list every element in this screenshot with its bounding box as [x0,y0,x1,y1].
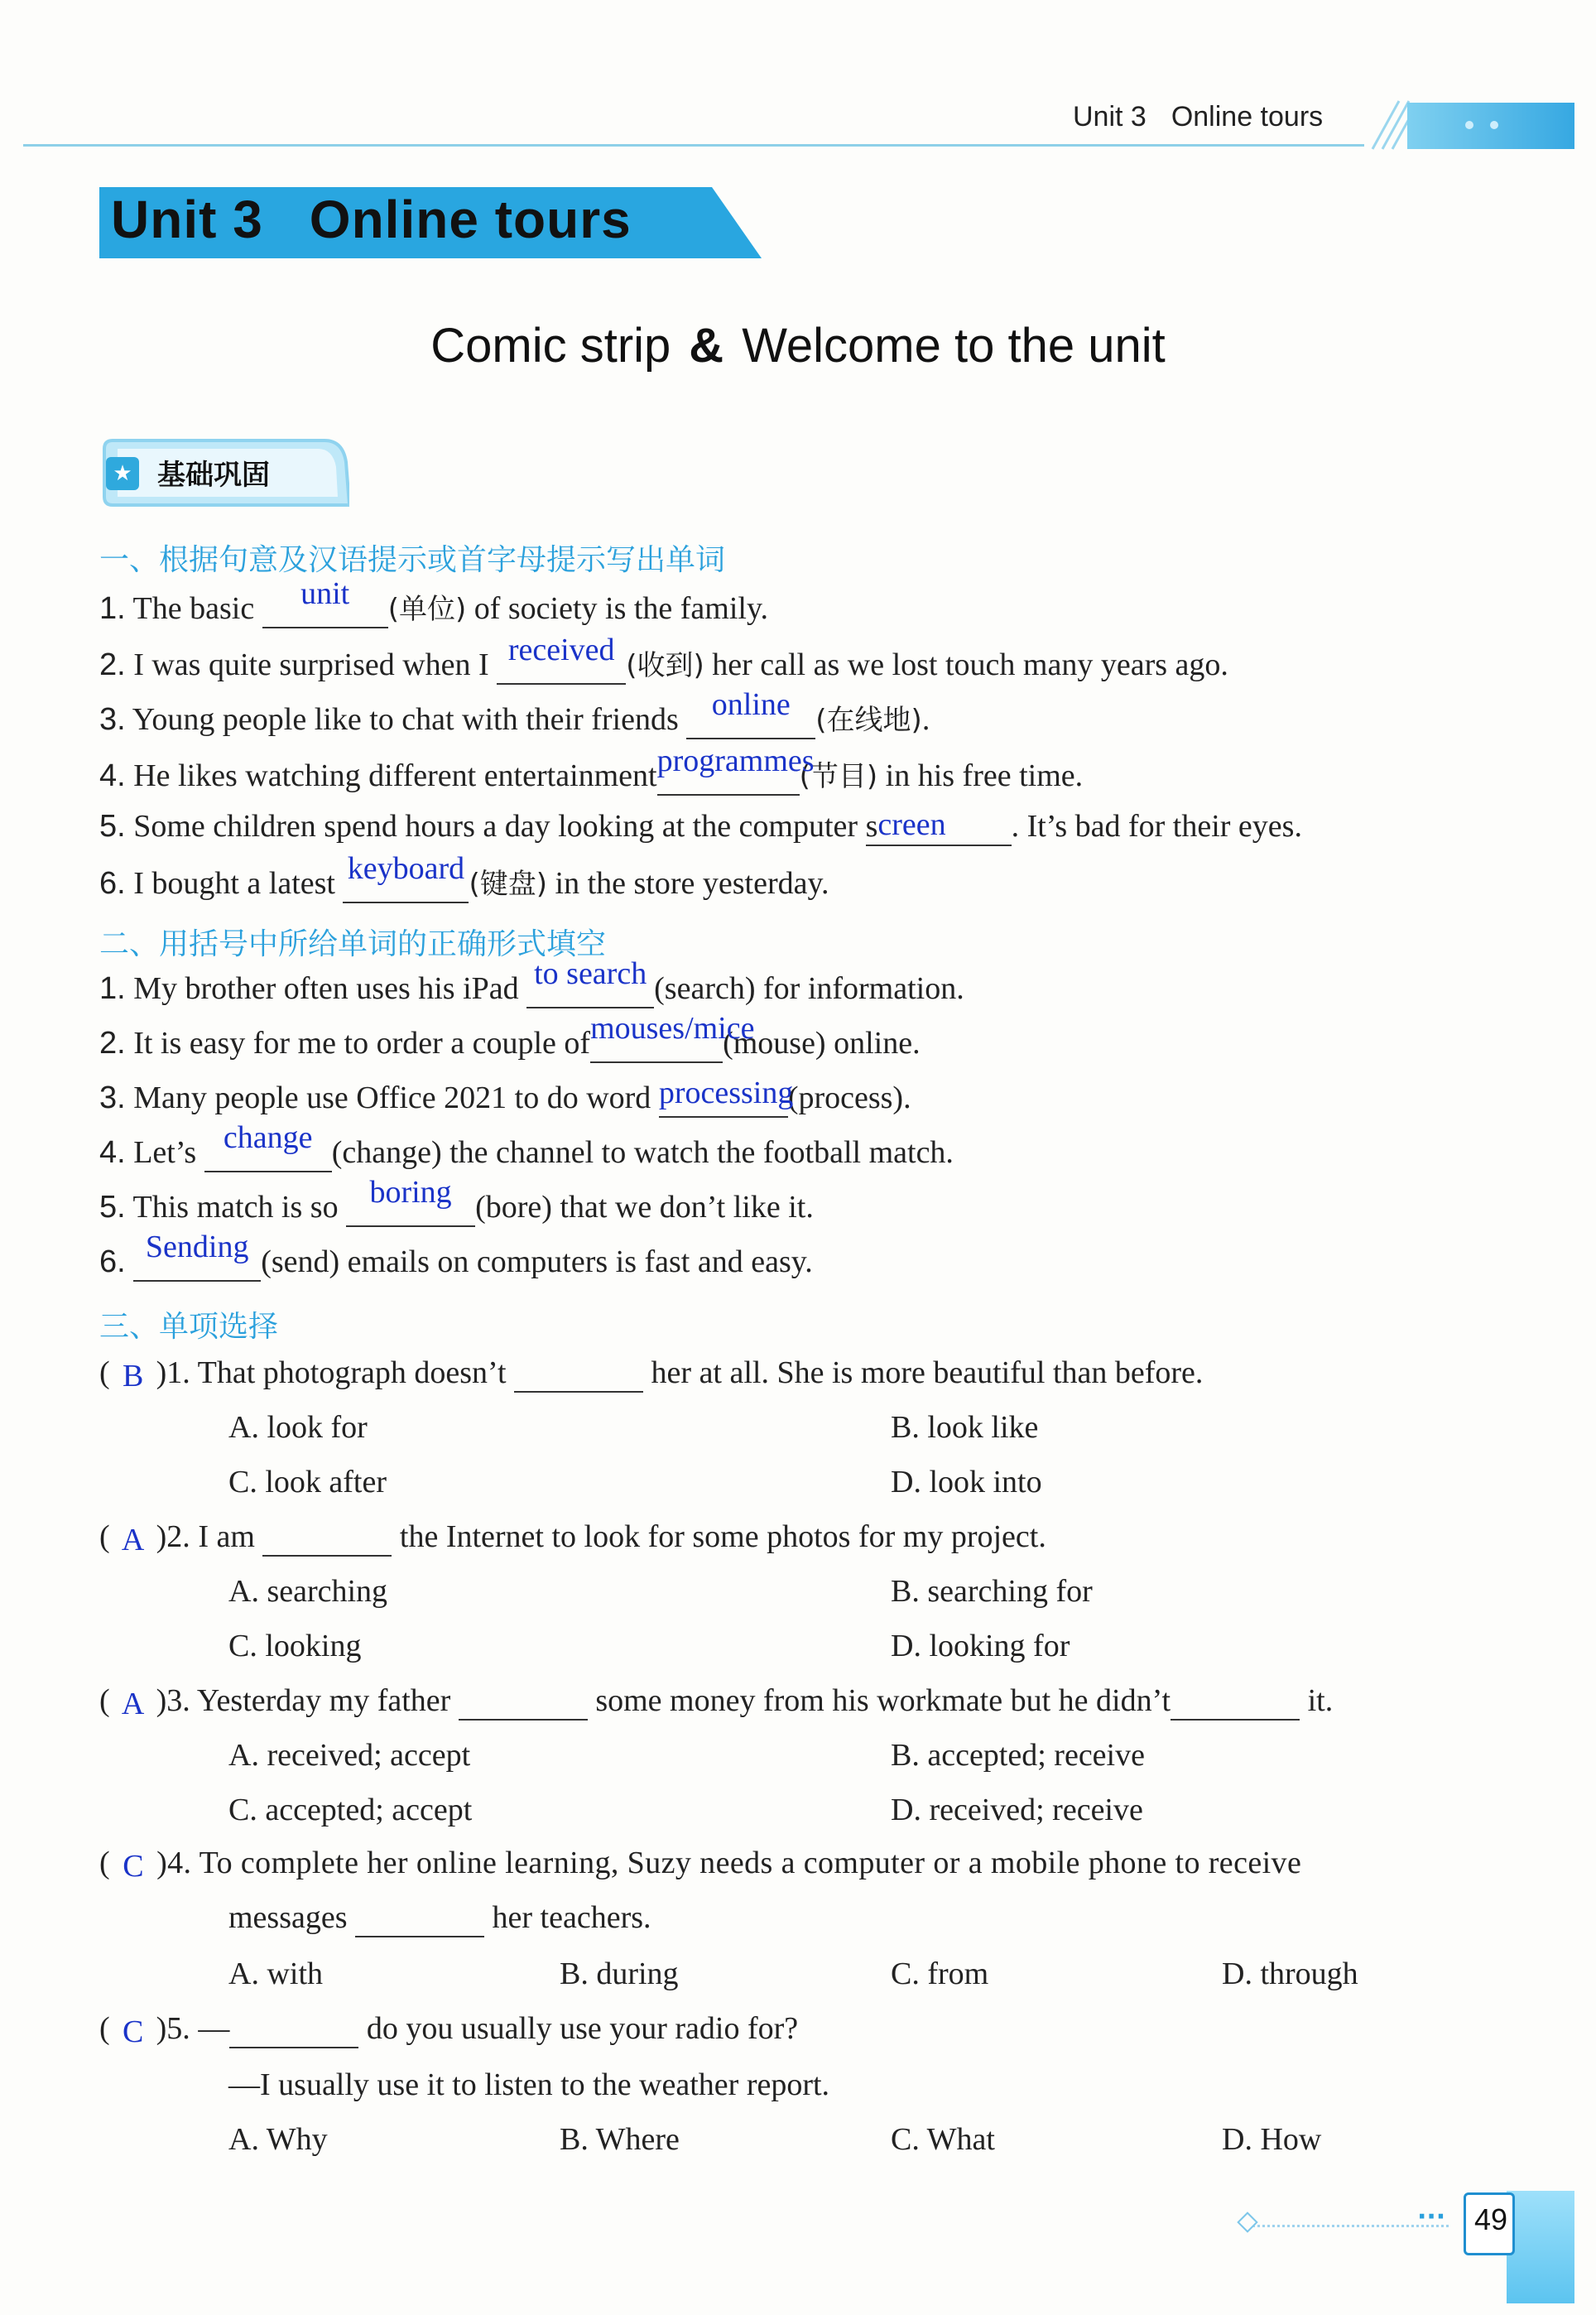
answer-blank [262,576,388,628]
header-band-decoration [1407,103,1574,149]
item-text: her call as we lost touch many years ago. [712,647,1228,682]
s2-item-5 [99,1175,814,1227]
item-text: I was quite surprised when I [133,647,489,682]
running-header [1073,101,1323,133]
s2-item-1 [99,956,964,1008]
mc-question-2: ( A )2. I am the Internet to look for some photos for my project. [99,1519,1046,1557]
answer-blank [514,1355,643,1393]
item-text: The basic [132,591,255,626]
question-text: some money from his workmate but he didn’t [595,1683,1171,1718]
mc-question-5-line2: —I usually use it to listen to the weather report. [228,2067,830,2102]
option-a: A. look for [228,1410,368,1445]
s1-item-4 [99,744,1084,796]
answer: creen [877,807,946,842]
question-number: )4. [156,1846,192,1880]
item-text: in the store yesterday. [555,866,829,901]
section3-heading: 三、单项选择 [99,1310,279,1344]
answer-blank [686,687,815,739]
header-rule [23,144,1364,147]
footer-band-decoration [1507,2191,1574,2303]
item-text: . [921,702,930,737]
answer-blank [343,851,469,903]
question-text: it. [1307,1683,1334,1718]
option-c: C. from [891,1956,989,1991]
answer: programmes [656,744,815,778]
item-text: in his free time. [885,758,1084,793]
item-text: (search) for information. [654,971,964,1006]
star-icon: ★ [106,457,139,490]
option-b: B. Where [560,2122,680,2157]
item-text: of society is the family. [474,591,769,626]
item-text: This match is so [132,1190,339,1225]
item-text: My brother often uses his iPad [133,971,519,1006]
s1-item-2 [99,633,1228,685]
hint: (在线地) [815,704,922,737]
item-number: 5. [99,809,126,844]
answer-blank [656,744,815,796]
answer-blank [229,2010,358,2048]
question-text: Yesterday my father [196,1683,451,1718]
mc-question-4: ( C )4. To complete her online learning, Suzy needs a computer or a mobile phone to receive [99,1846,1302,1884]
item-text: (bore) that we don’t like it. [475,1190,814,1225]
mc-question-1: ( B )1. That photograph doesn’t her at all. She is more beautiful than before. [99,1355,1204,1393]
s2-item-3 [99,1076,911,1118]
section2-heading: 二、用括号中所给单词的正确形式填空 [99,927,607,961]
answer-blank [590,1011,755,1063]
footer-ellipsis: ··· [1417,2202,1446,2231]
item-text: He likes watching different entertainment [133,758,657,793]
question-text: her teachers. [492,1900,651,1935]
item-number: 6. [99,1244,126,1279]
unit-title [111,189,632,250]
option-c: C. looking [228,1629,362,1663]
s1-item-3 [99,687,930,739]
item-text: . It’s bad for their eyes. [1011,809,1302,844]
option-d: D. received; receive [891,1793,1143,1827]
answer: to search [534,956,647,991]
s2-item-2 [99,1011,921,1063]
answer: keyboard [347,851,465,886]
lesson-title-amp: & [689,319,724,373]
answer: Sending [145,1230,249,1264]
answer-blank [346,1175,475,1227]
answer: processing [658,1076,794,1110]
option-d: D. How [1222,2122,1322,2157]
item-number: 3. [99,702,126,737]
lesson-title [0,318,1596,373]
s2-item-6 [99,1230,813,1282]
question-text: That photograph doesn’t [197,1355,507,1390]
answer-blank [866,808,1012,846]
section1-heading: 一、根据句意及汉语提示或首字母提示写出单词 [99,543,726,577]
question-number: )2. [156,1519,190,1554]
mc-question-5: ( C )5. — do you usually use your radio for? [99,2011,799,2049]
answer-blank [459,1682,588,1721]
answer: mouses/mice [590,1011,755,1046]
option-a: A. with [228,1956,323,1991]
answer-blank [1171,1682,1300,1721]
item-number: 6. [99,866,126,901]
s1-item-1 [99,576,769,628]
question-text: To complete her online learning, Suzy needs a computer or a mobile phone to receive [199,1846,1302,1880]
item-text: It is easy for me to order a couple of [133,1026,591,1061]
item-text: Young people like to chat with their friends [132,702,679,737]
option-b: B. during [560,1956,679,1991]
lesson-title-right: Welcome to the unit [742,319,1166,373]
option-a: A. received; accept [228,1738,471,1773]
item-number: 4. [99,1135,126,1170]
decor-dot-icon [1490,121,1498,129]
item-number: 2. [99,647,126,682]
item-text: Some children spend hours a day looking at the computer [133,809,858,844]
s1-item-6 [99,851,829,903]
question-number: )3. [156,1683,190,1718]
answer-blank [262,1518,392,1557]
header-unit: Unit 3 [1073,101,1147,132]
option-b: B. look like [891,1410,1039,1445]
answer-letter: A [121,1523,145,1557]
hint: (节目) [799,760,878,793]
s2-item-4 [99,1120,954,1172]
option-d: D. through [1222,1956,1358,1991]
question-text: do you usually use your radio for? [366,2011,799,2046]
unit-number: Unit 3 [111,190,263,249]
question-text: her at all. She is more beautiful than before. [651,1355,1204,1390]
answer-blank [526,956,654,1008]
page-number: 49 [1473,2202,1508,2236]
answer-letter: C [122,2014,144,2049]
answer: change [223,1120,313,1155]
badge-label: 基础巩固 [157,459,270,492]
question-number: )5. [156,2011,190,2046]
answer-blank [355,1899,484,1937]
option-a: A. Why [228,2122,328,2157]
mc-question-3: ( A )3. Yesterday my father some money from his workmate but he didn’t it. [99,1683,1334,1721]
item-number: 4. [99,758,126,793]
s1-item-5 [99,808,1302,846]
initial-letter: s [865,809,878,844]
item-text: I bought a latest [133,866,335,901]
unit-topic: Online tours [309,190,632,249]
hint: (键盘) [469,868,548,901]
item-number: 1. [99,971,126,1006]
answer-letter: A [121,1687,145,1721]
option-c: C. What [891,2122,995,2157]
option-b: B. searching for [891,1574,1093,1609]
item-text: Let’s [133,1135,197,1170]
answer-blank [133,1230,261,1282]
option-b: B. accepted; receive [891,1738,1145,1773]
decor-dot-icon [1465,121,1473,129]
question-text: messages [228,1900,348,1935]
answer: received [507,633,615,667]
item-text: (process). [787,1080,911,1115]
mc-question-4-line2 [228,1899,651,1937]
item-number: 1. [99,591,126,626]
item-text: (mouse) online. [723,1026,921,1061]
question-number: )1. [156,1355,190,1390]
item-text: (change) the channel to watch the football match. [331,1135,954,1170]
lesson-title-left: Comic strip [430,319,671,373]
answer-letter: C [123,1849,144,1884]
option-c: C. accepted; accept [228,1793,473,1827]
answer: online [711,687,791,722]
question-text: I am [198,1519,255,1554]
item-text: Many people use Office 2021 to do word [133,1080,651,1115]
hint: (收到) [626,649,704,682]
option-a: A. searching [228,1574,388,1609]
option-d: D. look into [891,1465,1042,1499]
question-text: — [198,2011,230,2046]
item-number: 3. [99,1080,126,1115]
item-text: (send) emails on computers is fast and easy. [261,1244,813,1279]
answer-blank [658,1076,794,1118]
option-d: D. looking for [891,1629,1070,1663]
item-number: 2. [99,1026,126,1061]
hint: (单位) [387,593,467,626]
answer: unit [300,576,350,611]
diamond-icon [1237,2212,1257,2232]
answer-letter: B [122,1359,144,1393]
option-c: C. look after [228,1465,387,1499]
answer-blank [497,633,626,685]
answer: boring [369,1175,452,1210]
item-number: 5. [99,1190,126,1225]
answer-blank [204,1120,332,1172]
question-text: the Internet to look for some photos for my project. [399,1519,1046,1554]
header-topic: Online tours [1171,101,1324,132]
